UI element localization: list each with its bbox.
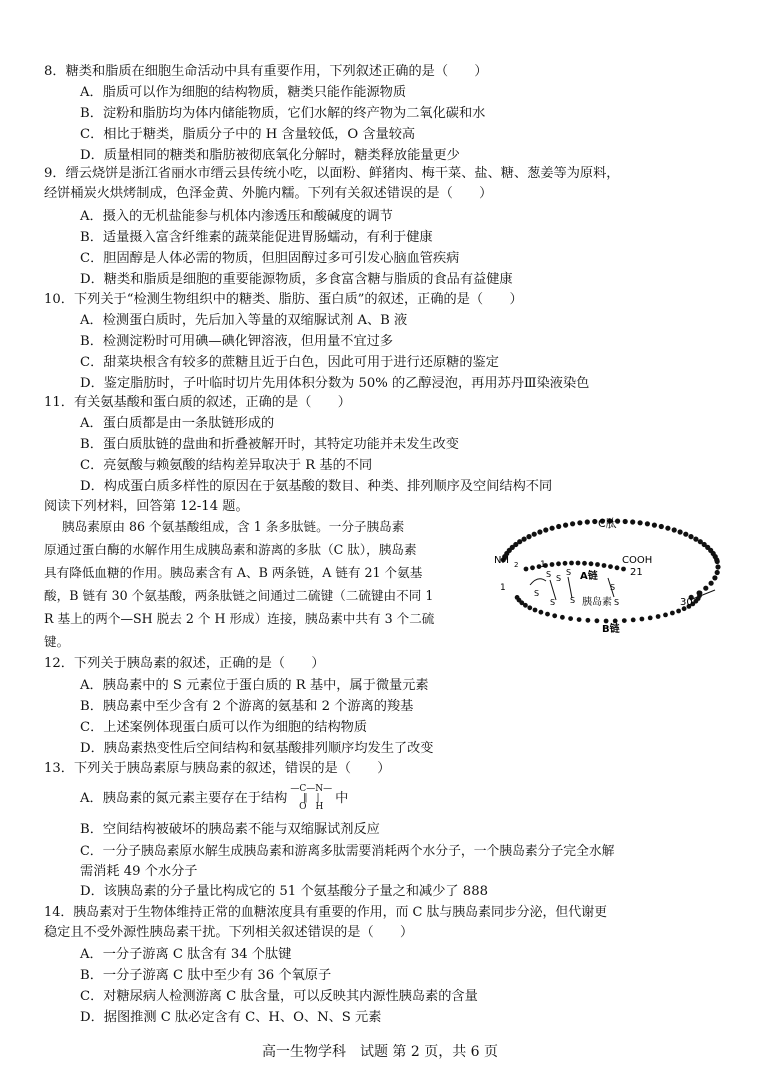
- b-chain-residue: [622, 618, 627, 623]
- b-chain-residue: [656, 614, 661, 619]
- c-peptide-residue: [577, 520, 582, 525]
- question-9-stem-line2: 经饼桶炭火烘烤制成，色泽金黄、外脆内糯。下列有关叙述错误的是（ ）: [44, 186, 493, 201]
- b-chain-residue: [604, 619, 609, 624]
- c-peptide-residue: [543, 527, 548, 532]
- b-chain-residue: [545, 612, 550, 617]
- a-chain-residue: [530, 565, 535, 570]
- question-11-stem: 11．有关氨基酸和蛋白质的叙述，正确的是（ ）: [44, 395, 351, 410]
- b-chain-residue: [631, 618, 636, 623]
- c-peptide-residue: [659, 524, 664, 529]
- question-14-stem-line1: 14．胰岛素对于生物体维持正常的血糖浓度具有重要的作用，而 C 肽与胰岛素同步分泌，但代谢更: [44, 905, 607, 920]
- q9-option-d: D．糖类和脂质是细胞的重要能源物质，多食富含糖与脂质的食品有益健康: [80, 272, 513, 287]
- material-line-4: 酸，B 链有 30 个氨基酸，两条肽链之间通过二硫键（二硫键由不同 1: [44, 588, 434, 603]
- label-1-left: 1: [500, 583, 506, 593]
- label-s-3: S: [566, 568, 572, 577]
- q11-option-c: C．亮氨酸与赖氨酸的结构差异取决于 R 基的不同: [80, 458, 373, 473]
- b-chain-residue: [670, 611, 675, 616]
- q14-option-d: D．据图推测 C 肽必定含有 C、H、O、N、S 元素: [80, 1010, 382, 1025]
- c-peptide-residue: [638, 520, 643, 525]
- b-chain-residue: [523, 603, 528, 608]
- q10-option-c: C．甜菜块根含有较多的蔗糖且近于白色，因此可用于进行还原糖的鉴定: [80, 355, 499, 370]
- question-13-stem: 13．下列关于胰岛素原与胰岛素的叙述，错误的是（ ）: [44, 761, 391, 776]
- a-chain-residue: [563, 561, 568, 566]
- b-chain-residue: [648, 616, 653, 621]
- a-chain-residue: [576, 561, 581, 566]
- q10-option-d: D．鉴定脂肪时，子叶临时切片先用体积分数为 50% 的乙醇浸泡，再用苏丹Ⅲ染液染色: [80, 376, 590, 391]
- label-30: 30: [680, 597, 693, 608]
- c-peptide-residue: [703, 586, 708, 591]
- c-peptide-residue: [688, 534, 693, 539]
- a-chain-residue: [608, 564, 613, 569]
- q13-option-c-line1: C．一分子胰岛素原水解生成胰岛素和游离多肽需要消耗两个水分子，一个胰岛素分子完全水解: [80, 844, 615, 859]
- c-peptide-residue: [592, 519, 597, 524]
- label-a-chain: A链: [580, 571, 598, 582]
- a-chain-residue: [602, 563, 607, 568]
- label-b-chain: B链: [602, 624, 620, 635]
- a-chain-residue: [556, 561, 561, 566]
- b-chain-residue: [533, 608, 538, 613]
- c-peptide-residue: [645, 521, 650, 526]
- q12-option-c: C．上述案例体现蛋白质可以作为细胞的结构物质: [80, 720, 368, 735]
- b-chain-residue: [586, 618, 591, 623]
- c-peptide-residue: [623, 519, 628, 524]
- material-intro: 阅读下列材料，回答第 12-14 题。: [44, 499, 249, 514]
- b-chain-residue: [663, 613, 668, 618]
- question-9-stem-line1: 9．缙云烧饼是浙江省丽水市缙云县传统小吃，以面粉、鲜猪肉、梅干菜、盐、糖、葱姜等为原料，: [44, 166, 620, 181]
- c-peptide-residue: [652, 523, 657, 528]
- q8-option-c: C．相比于糖类，脂质分子中的 H 含量较低，O 含量较高: [80, 127, 416, 142]
- c-peptide-residue: [570, 521, 575, 526]
- q14-option-a: A．一分子游离 C 肽含有 34 个肽键: [80, 947, 292, 962]
- question-12-stem: 12．下列关于胰岛素的叙述，正确的是（ ）: [44, 656, 325, 671]
- label-1-top: 1: [540, 560, 546, 570]
- label-s-5: S: [570, 596, 576, 605]
- q13-option-b: B．空间结构被破坏的胰岛素不能与双缩脲试剂反应: [80, 822, 380, 837]
- c-peptide-residue: [585, 519, 590, 524]
- a-chain-residue: [615, 565, 620, 570]
- q9-option-c: C．胆固醇是人体必需的物质，但胆固醇过多可引发心脑血管疾病: [80, 251, 460, 266]
- a-chain-residue: [569, 561, 574, 566]
- c-peptide-residue: [630, 519, 635, 524]
- question-14-stem-line2: 稳定且不受外源性胰岛素干扰。下列相关叙述错误的是（ ）: [44, 925, 414, 940]
- label-21: 21: [630, 567, 643, 578]
- label-insulin: 胰岛素: [582, 597, 612, 608]
- q11-option-d: D．构成蛋白质多样性的原因在于氨基酸的数目、种类、排列顺序及空间结构不同: [80, 479, 553, 494]
- label-s-2: S: [556, 574, 562, 583]
- c-peptide-residue: [678, 529, 683, 534]
- q8-option-a: A．脂质可以作为细胞的结构物质，糖类只能作能源物质: [80, 85, 407, 100]
- label-cooh: COOH: [622, 555, 653, 566]
- q8-option-d: D．质量相同的糖类和脂肪被彻底氧化分解时，糖类释放能量更少: [80, 148, 460, 163]
- c-peptide-residue: [712, 575, 717, 580]
- peptide-bond-structure: [290, 785, 332, 812]
- material-line-3: 具有降低血糖的作用。胰岛素含有 A、B 两条链，A 链有 21 个氨基: [44, 565, 423, 580]
- q13-option-c-line2: 需消耗 49 个水分子: [80, 864, 198, 879]
- q10-option-b: B．检测淀粉时可用碘—碘化钾溶液，但用量不宜过多: [80, 334, 394, 349]
- q13-option-a: [80, 785, 348, 813]
- b-chain-residue: [577, 617, 582, 622]
- c-peptide-residue: [693, 537, 698, 542]
- q12-option-d: D．胰岛素热变性后空间结构和氨基酸排列顺序均发生了改变: [80, 741, 434, 756]
- q10-option-a: A．检测蛋白质时，先后加入等量的双缩脲试剂 A、B 液: [80, 313, 408, 328]
- q13-option-a-text: A．胰岛素的氮元素主要存在于结构: [80, 791, 288, 806]
- c-peptide-residue: [672, 527, 677, 532]
- c-peptide-residue: [715, 559, 720, 564]
- c-peptide-residue: [522, 537, 527, 542]
- c-peptide-residue: [556, 524, 561, 529]
- q13-option-d: D．该胰岛素的分子量比构成它的 51 个氨基酸分子量之和减少了 888: [80, 884, 488, 899]
- b-chain-residue: [539, 610, 544, 615]
- label-nh2-subscript: 2: [514, 561, 519, 569]
- peptide-bond-bottom: O H: [299, 802, 324, 812]
- q12-option-b: B．胰岛素中至少含有 2 个游离的氨基和 2 个游离的羧基: [80, 699, 414, 714]
- b-chain-residue: [640, 617, 645, 622]
- b-chain-residue: [613, 619, 618, 624]
- a-chain-residue: [589, 561, 594, 566]
- b-chain-residue: [595, 618, 600, 623]
- q11-option-a: A．蛋白质都是由一条肽链形成的: [80, 416, 275, 431]
- a-chain-residue: [524, 567, 529, 572]
- label-nh2: NH: [494, 555, 509, 566]
- a-chain-beads: [524, 561, 626, 572]
- b-chain-residue: [527, 605, 532, 610]
- q9-option-a: A．摄入的无机盐能参与机体内渗透压和酸碱度的调节: [80, 209, 393, 224]
- a-chain-residue: [582, 561, 587, 566]
- material-line-2: 原通过蛋白酶的水解作用生成胰岛素和游离的多肽（C 肽），胰岛素: [44, 542, 417, 557]
- label-s-4: S: [550, 598, 556, 607]
- material-line-6: 键。: [44, 634, 70, 649]
- c-peptide-residue: [526, 534, 531, 539]
- a-chain-residue: [550, 562, 555, 567]
- peptide-bond-mid: ‖ |: [302, 793, 320, 803]
- c-peptide-residue: [709, 581, 714, 586]
- q14-option-b: B．一分子游离 C 肽中至少有 36 个氧原子: [80, 968, 332, 983]
- a-chain-residue: [595, 562, 600, 567]
- q12-option-a: A．胰岛素中的 S 元素位于蛋白质的 R 基中，属于微量元素: [80, 678, 429, 693]
- c-peptide-residue: [537, 529, 542, 534]
- question-10-stem: 10．下列关于“检测生物组织中的糖类、脂肪、蛋白质”的叙述，正确的是（ ）: [44, 292, 523, 307]
- label-s-7: S: [610, 583, 616, 592]
- material-line-1: 胰岛素原由 86 个氨基酸组成，含 1 条多肽链。一分子胰岛素: [62, 519, 405, 534]
- proinsulin-diagram: [490, 505, 730, 640]
- material-line-5: R 基上的两个—SH 脱去 2 个 H 形成）连接，胰岛素中共有 3 个二硫: [44, 611, 435, 626]
- c-peptide-residue: [563, 523, 568, 528]
- c-peptide-residue: [715, 564, 720, 569]
- c-peptide-residue: [532, 532, 537, 537]
- q8-option-b: B．淀粉和脂肪均为体内储能物质，它们水解的终产物为二氧化碳和水: [80, 106, 486, 121]
- b-chain-residue: [676, 609, 681, 614]
- b-chain-residue: [560, 615, 565, 620]
- b-chain-residue: [552, 613, 557, 618]
- arrow-30: [690, 590, 715, 600]
- b-chain-residue: [568, 616, 573, 621]
- q13-option-a-suffix: 中: [335, 791, 349, 806]
- page-footer: 高一生物学科 试题 第 2 页，共 6 页: [261, 1044, 499, 1060]
- label-s-6: S: [534, 589, 540, 598]
- c-peptide-residue: [665, 526, 670, 531]
- b-chain-residue: [698, 591, 703, 596]
- a-chain-residue: [621, 567, 626, 572]
- c-peptide-residue: [715, 570, 720, 575]
- question-8-stem: 8．糖类和脂质在细胞生命活动中具有重要作用，下列叙述正确的是（ ）: [44, 64, 488, 79]
- q11-option-b: B．蛋白质肽链的盘曲和折叠被解开时，其特定功能并未发生改变: [80, 437, 459, 452]
- label-c-peptide: C肽: [598, 517, 617, 530]
- q9-option-b: B．适量摄入富含纤维素的蔬菜能促进胃肠蠕动，有利于健康: [80, 230, 433, 245]
- label-s-8: S: [614, 598, 620, 607]
- c-peptide-residue: [550, 526, 555, 531]
- label-s-1: S: [546, 570, 552, 579]
- c-peptide-residue: [517, 539, 522, 544]
- c-peptide-residue: [683, 532, 688, 537]
- peptide-bond-top: —C—N—: [290, 784, 333, 794]
- q14-option-c: C．对糖尿病人检测游离 C 肽含量，可以反映其内源性胰岛素的含量: [80, 989, 478, 1004]
